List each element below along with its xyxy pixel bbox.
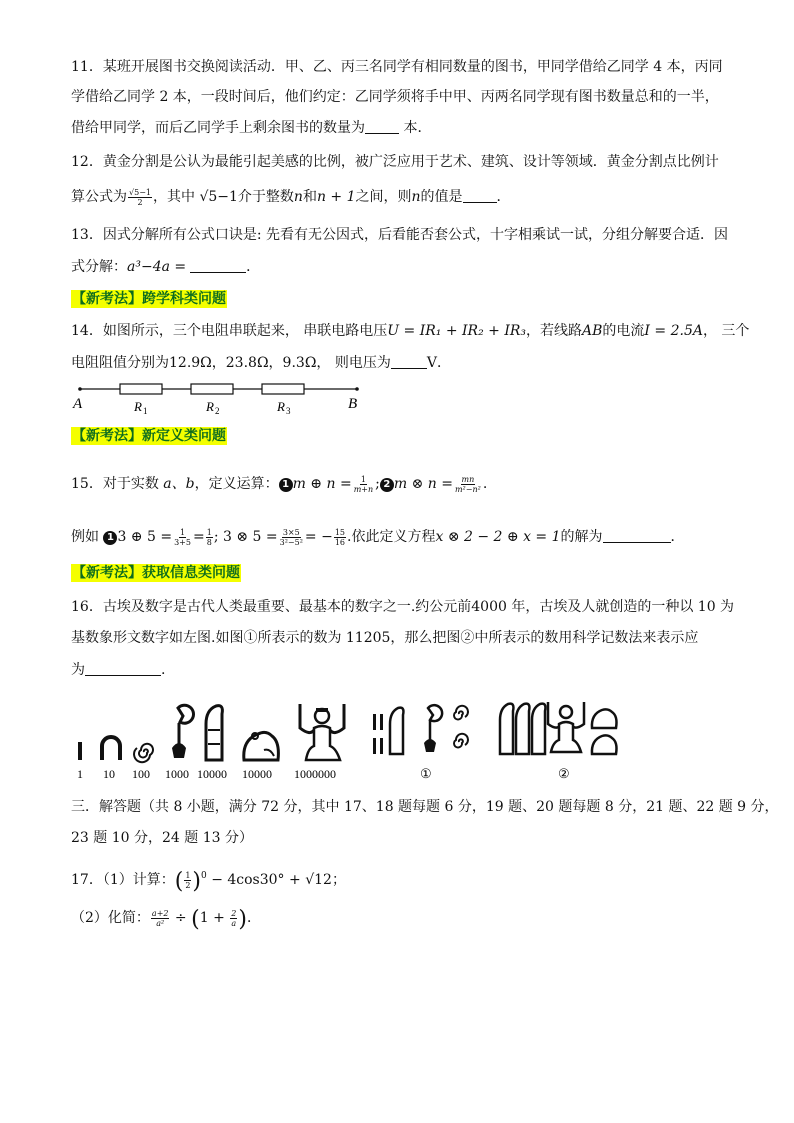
q12-line1: 12．黄金分割是公认为最能引起美感的比例，被广泛应用于艺术、建筑、设计等领域．黄金分割点比例计 — [71, 154, 719, 170]
figure-2-group — [500, 702, 617, 754]
q12-line2: 算公式为 $\frac{√5-1}{2}$ ，其中 √5−1介于整数n和n + 1之间，则n的值是 ． — [71, 187, 511, 207]
q12-sqrt-expr: √5−1 — [199, 189, 238, 205]
q11-line1: 11．某班开展图书交换阅读活动．甲、乙、丙三名同学有相同数量的图书，甲同学借给乙同学 4 本，丙同 — [71, 59, 723, 75]
tag-information: 【新考法】获取信息类问题 — [72, 565, 240, 581]
q15-line1: 15．对于实数 a、b，定义运算： 1 m ⊕ n = $\frac{1}{m+n}$ ; 2 m ⊗ n = $\frac{mn}{\text{m²−n²}}$ . — [71, 474, 488, 494]
q11-line3-text: 借给甲同学，而后乙同学手上剩余图书的数量为 — [71, 120, 365, 136]
q12-fraction: $\frac{√5-1}{2}$ — [129, 187, 151, 207]
q13-line2: 式分解：a³−4a = ． — [71, 259, 261, 275]
q11-answer-blank[interactable] — [365, 119, 399, 134]
q16-line1: 16．古埃及数字是古代人类最重要、最基本的数字之一.约公元前4000 年，古埃及人就创造的一种以 10 为 — [71, 599, 735, 615]
numeral-label-1000: 1000 — [165, 767, 189, 781]
svg-text:3: 3 — [286, 406, 291, 416]
q15-answer-blank[interactable] — [603, 528, 671, 543]
q15-op2-fraction: $\frac{mn}{\text{m²−n²}}$ — [454, 474, 481, 494]
q11-line3 — [71, 118, 431, 138]
numeral-label-10: 10 — [103, 767, 115, 781]
label-r3: R — [277, 399, 285, 414]
figure-1-label: ① — [420, 766, 432, 781]
svg-text:1: 1 — [143, 406, 148, 416]
stroke-icon — [78, 742, 82, 760]
q11-line2: 学借给乙同学 2 本，一段时间后，他们约定：乙同学须将手中甲、丙两名同学现有图书数量总和的一半， — [71, 89, 719, 105]
heel-bone-icon — [102, 737, 120, 760]
q15-line2: 例如 1 3 ⊕ 5 = $\frac{1}{3+5}$ = $\frac{1}{8}$ ; 3 ⊗ 5 = $\frac{3\times 5}{\text{3²−5²}}$ = − $\frac{15}{16}$ .依此定义方程x ⊗ 2 − 2 ⊕ x = 1的解为 ． — [71, 527, 685, 547]
numeral-label-100: 100 — [132, 767, 150, 781]
numeral-label-1: 1 — [77, 767, 83, 781]
q16-line3: 为 . — [71, 662, 166, 678]
q17-part1: 17．（1）计算：( $\frac{1}{2}$ )$^0$ − 4cos30° + √12； — [71, 869, 346, 894]
circuit-diagram — [70, 380, 370, 418]
section3-line1: 三．解答题（共 8 小题，满分 72 分，其中 17、18 题每题 6 分，19 题、20 题每题 8 分，21 题、22 题 9 分， — [71, 799, 779, 815]
q14-line2: 电阻阻值分别为12.9Ω，23.8Ω，9.3Ω， 则电压为 V． — [71, 355, 452, 371]
q17-part1-expression: − 4cos30° + √12 — [206, 872, 332, 888]
resistor-r1 — [120, 384, 162, 394]
label-r1: R — [134, 399, 142, 414]
label-r2: R — [206, 399, 214, 414]
circled-number-2: 2 — [380, 478, 394, 492]
figure-1-group — [373, 705, 468, 754]
q13-line1: 13．因式分解所有公式口诀是: 先看有无公因式，后看能否套公式，十字相乘试一试，分组分解要合适．因 — [71, 227, 728, 243]
resistor-r3 — [262, 384, 304, 394]
q17-part2: （2）化简： $\frac{a+2}{\text{a²}}$ ÷ (1 + $\frac{2}{a}$ )． — [71, 907, 261, 932]
numeral-label-10000a: 10000 — [197, 767, 227, 781]
circled-number-1: 1 — [279, 478, 293, 492]
tag-interdisciplinary: 【新考法】跨学科类问题 — [72, 291, 226, 307]
terminal-b — [355, 387, 359, 391]
lotus-flower-icon — [172, 705, 194, 758]
q15-op1-fraction: $\frac{1}{m+n}$ — [353, 474, 374, 494]
frog-icon — [244, 732, 279, 760]
q13-answer-blank[interactable] — [190, 258, 246, 273]
q12-text-b: ，其中 — [152, 189, 200, 205]
egyptian-numerals-figure — [68, 694, 628, 786]
q14-formula: U = IR₁ + IR₂ + IR₃ — [387, 323, 527, 339]
svg-text:2: 2 — [215, 406, 220, 416]
q13-expression: a³−4a = — [127, 259, 187, 275]
label-a: A — [73, 396, 83, 412]
q12-answer-blank[interactable] — [463, 188, 497, 203]
label-b: B — [348, 396, 358, 412]
coil-rope-icon — [134, 744, 153, 762]
tag-new-definition: 【新考法】新定义类问题 — [72, 428, 226, 444]
numeral-label-1000000: 1000000 — [294, 767, 336, 781]
q16-answer-blank[interactable] — [85, 661, 161, 676]
q16-line2: 基数象形文数字如左图.如图①所表示的数为 11205，那么把图②中所表示的数用科学记数法来表示应 — [71, 630, 699, 646]
kneeling-god-icon — [300, 704, 344, 760]
q12-text-a: 算公式为 — [71, 189, 127, 205]
numeral-label-10000b: 10000 — [242, 767, 272, 781]
q14-line1: 14．如图所示，三个电阻串联起来， 串联电路电压U = IR₁ + IR₂ + IR₃，若线路AB的电流I = 2.5A， 三个 — [71, 323, 750, 339]
q11-line3-end: 本． — [399, 120, 432, 136]
terminal-a — [78, 387, 82, 391]
q14-answer-blank[interactable] — [391, 354, 427, 369]
section3-line2: 23 题 10 分，24 题 13 分） — [71, 830, 253, 846]
q15-equation: x ⊗ 2 − 2 ⊕ x = 1 — [435, 529, 561, 545]
figure-2-label: ② — [558, 766, 570, 781]
resistor-r2 — [191, 384, 233, 394]
finger-icon — [206, 706, 222, 760]
